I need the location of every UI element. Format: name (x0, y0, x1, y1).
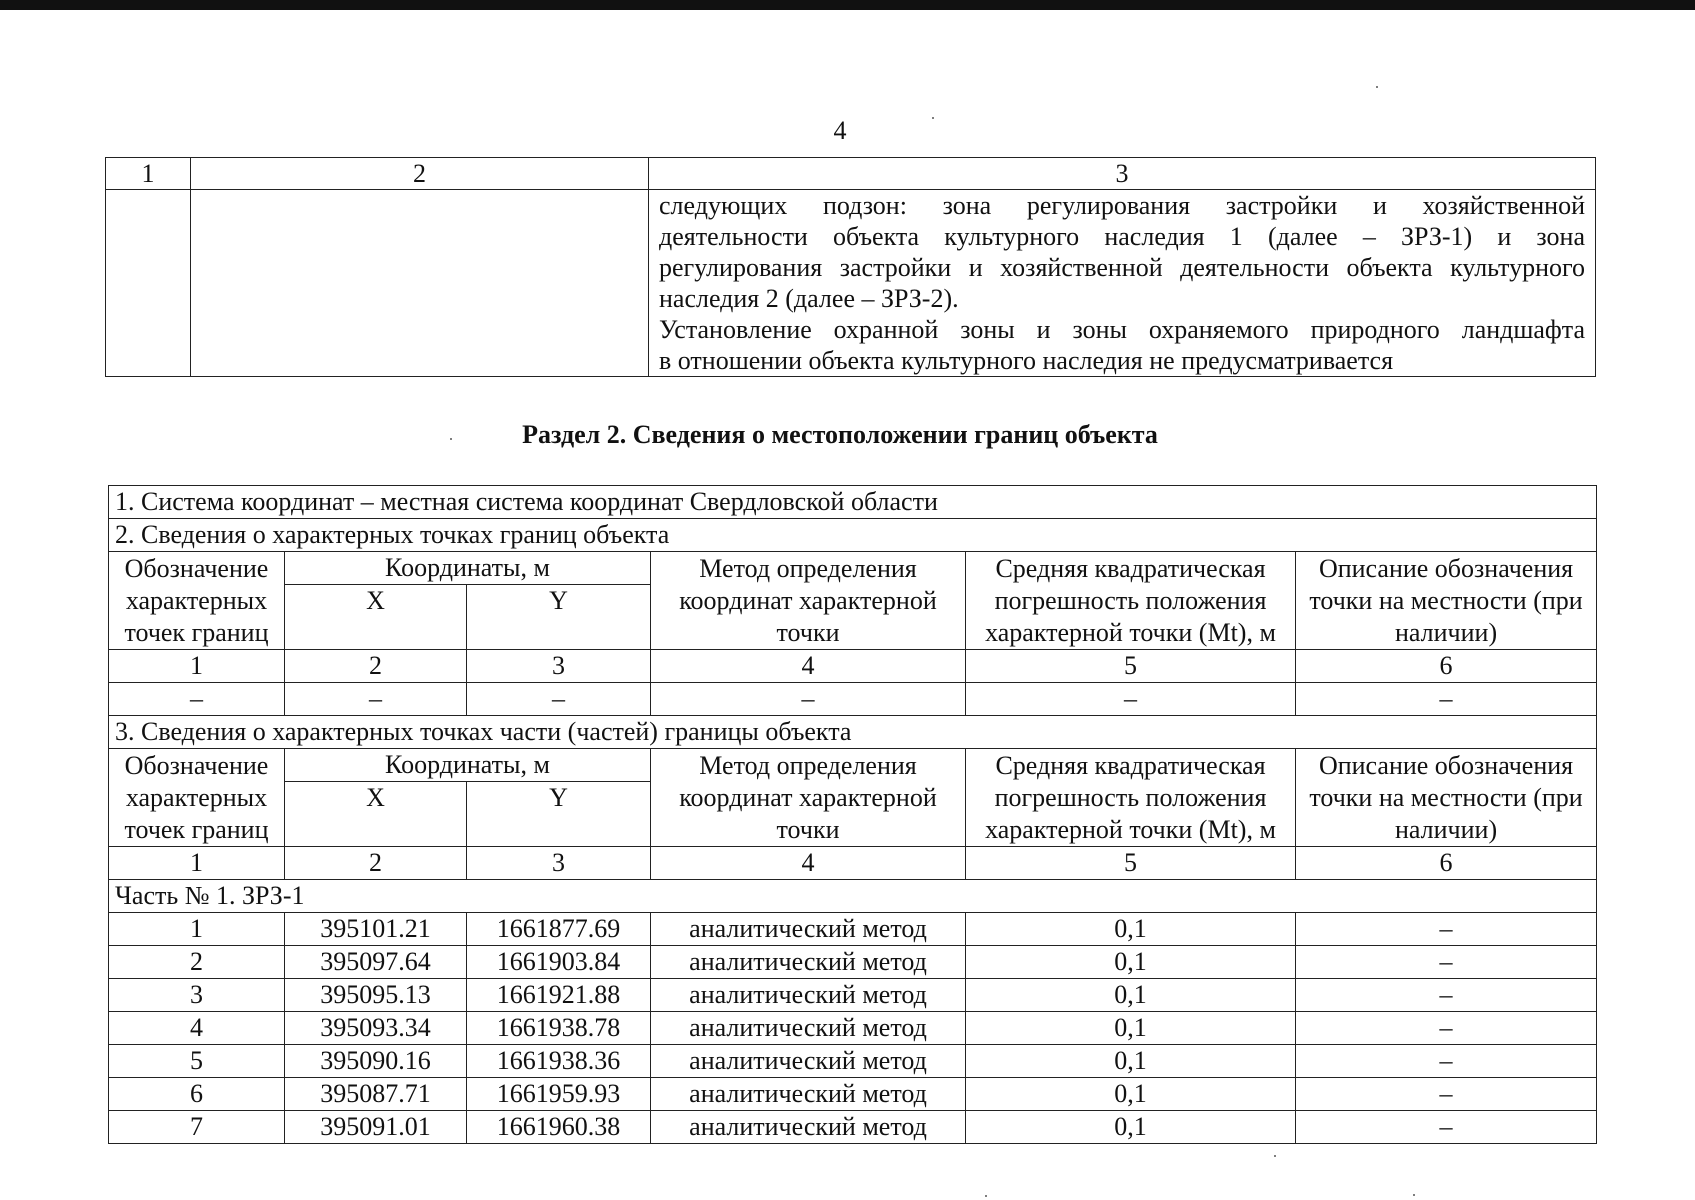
point-number: 2 (109, 946, 285, 979)
column-number: 6 (1296, 650, 1597, 683)
dash-cell: – (651, 683, 966, 716)
scan-speck (985, 1195, 987, 1197)
text-line: в отношении объекта культурного наследия не предусматривается (659, 346, 1394, 375)
column-number: 4 (651, 650, 966, 683)
point-x: 395095.13 (285, 979, 467, 1012)
table-row (109, 1078, 1597, 1111)
point-y: 1661959.93 (467, 1078, 651, 1111)
point-y: 1661877.69 (467, 913, 651, 946)
text-line: деятельности объекта культурного наследия 1 (далее – ЗРЗ-1) и зона (659, 222, 1585, 251)
column-number: 4 (651, 847, 966, 880)
dash-cell: – (1296, 683, 1597, 716)
dash-cell: – (966, 683, 1296, 716)
points-title-cell: 2. Сведения о характерных точках границ объекта (109, 519, 1597, 552)
point-description: – (1296, 1045, 1597, 1078)
column-number: 3 (467, 650, 651, 683)
point-method: аналитический метод (651, 1078, 966, 1111)
dash-cell: – (467, 683, 651, 716)
point-method: аналитический метод (651, 1045, 966, 1078)
point-x: 395090.16 (285, 1045, 467, 1078)
parts-column-numbers-row (109, 847, 1597, 880)
continuation-table-body-row (106, 190, 1596, 377)
point-description: – (1296, 913, 1597, 946)
point-number: 3 (109, 979, 285, 1012)
points-body (109, 913, 1597, 1144)
coord-system-cell: 1. Система координат – местная система координат Свердловской области (109, 486, 1597, 519)
column-number-3: 3 (649, 158, 1596, 190)
text-line: Установление охранной зоны и зоны охраняемого природного ландшафта (659, 315, 1585, 344)
table-row (109, 1111, 1597, 1144)
x-header: X (285, 585, 467, 650)
point-description: – (1296, 979, 1597, 1012)
point-method: аналитический метод (651, 913, 966, 946)
point-method: аналитический метод (651, 946, 966, 979)
points-title-row (109, 519, 1597, 552)
table-row (109, 1012, 1597, 1045)
scan-speck (1413, 1194, 1415, 1196)
description-header: Описание обозначения точки на местности (при наличии) (1296, 749, 1597, 847)
point-y: 1661938.78 (467, 1012, 651, 1045)
point-error: 0,1 (966, 1078, 1296, 1111)
boundary-points-table (108, 485, 1597, 1144)
point-x: 395091.01 (285, 1111, 467, 1144)
table-row (109, 1045, 1597, 1078)
empty-cell (191, 190, 649, 377)
table-row (109, 913, 1597, 946)
point-description: – (1296, 1111, 1597, 1144)
column-number: 6 (1296, 847, 1597, 880)
column-number: 2 (285, 650, 467, 683)
y-header: Y (467, 782, 651, 847)
point-method: аналитический метод (651, 1012, 966, 1045)
section-title: Раздел 2. Сведения о местоположении границ объекта (522, 420, 1158, 449)
point-error: 0,1 (966, 1111, 1296, 1144)
point-number: 7 (109, 1111, 285, 1144)
parts-title-row (109, 716, 1597, 749)
coordinates-header: Координаты, м (285, 552, 651, 585)
designation-header: Обозначение характерных точек границ (109, 552, 285, 650)
point-y: 1661903.84 (467, 946, 651, 979)
point-error: 0,1 (966, 913, 1296, 946)
method-header: Метод определения координат характерной точки (651, 552, 966, 650)
point-error: 0,1 (966, 1012, 1296, 1045)
point-number: 1 (109, 913, 285, 946)
column-numbers-row (109, 650, 1597, 683)
point-error: 0,1 (966, 946, 1296, 979)
column-number-1: 1 (106, 158, 191, 190)
text-line: регулирования застройки и хозяйственной деятельности объекта культурного (659, 253, 1585, 282)
method-header: Метод определения координат характерной точки (651, 749, 966, 847)
empty-data-row (109, 683, 1597, 716)
table-row (109, 979, 1597, 1012)
point-x: 395101.21 (285, 913, 467, 946)
page-number: 4 (833, 116, 847, 145)
column-number: 1 (109, 847, 285, 880)
point-x: 395093.34 (285, 1012, 467, 1045)
point-error: 0,1 (966, 1045, 1296, 1078)
column-number: 3 (467, 847, 651, 880)
point-number: 5 (109, 1045, 285, 1078)
y-header: Y (467, 585, 651, 650)
scan-speck (1376, 86, 1378, 88)
point-x: 395087.71 (285, 1078, 467, 1111)
error-header: Средняя квадратическая погрешность положения характерной точки (Mt), м (966, 749, 1296, 847)
parts-title-cell: 3. Сведения о характерных точках части (частей) границы объекта (109, 716, 1597, 749)
dash-cell: – (109, 683, 285, 716)
scan-speck (450, 438, 452, 440)
coord-system-row (109, 486, 1597, 519)
dash-cell: – (285, 683, 467, 716)
point-y: 1661938.36 (467, 1045, 651, 1078)
coordinates-header: Координаты, м (285, 749, 651, 782)
column-number: 1 (109, 650, 285, 683)
text-line: следующих подзон: зона регулирования застройки и хозяйственной (659, 191, 1585, 220)
continuation-table (105, 157, 1596, 377)
error-header: Средняя квадратическая погрешность положения характерной точки (Mt), м (966, 552, 1296, 650)
column-number-2: 2 (191, 158, 649, 190)
scan-speck (932, 117, 934, 119)
header-row (109, 552, 1597, 585)
point-method: аналитический метод (651, 979, 966, 1012)
x-header: X (285, 782, 467, 847)
point-error: 0,1 (966, 979, 1296, 1012)
point-y: 1661921.88 (467, 979, 651, 1012)
point-description: – (1296, 946, 1597, 979)
scan-top-edge (0, 0, 1695, 10)
description-header: Описание обозначения точки на местности (при наличии) (1296, 552, 1597, 650)
point-y: 1661960.38 (467, 1111, 651, 1144)
column-number: 2 (285, 847, 467, 880)
point-x: 395097.64 (285, 946, 467, 979)
empty-cell (106, 190, 191, 377)
point-number: 6 (109, 1078, 285, 1111)
designation-header: Обозначение характерных точек границ (109, 749, 285, 847)
column-number: 5 (966, 650, 1296, 683)
scan-speck (1274, 1155, 1276, 1157)
point-method: аналитический метод (651, 1111, 966, 1144)
text-line: наследия 2 (далее – ЗРЗ-2). (659, 284, 959, 313)
table-row (109, 946, 1597, 979)
point-description: – (1296, 1078, 1597, 1111)
part-label-row (109, 880, 1597, 913)
column-number: 5 (966, 847, 1296, 880)
continuation-table-header-row (106, 158, 1596, 190)
point-description: – (1296, 1012, 1597, 1045)
parts-header-row (109, 749, 1597, 782)
part-label-cell: Часть № 1. ЗРЗ-1 (109, 880, 1597, 913)
point-number: 4 (109, 1012, 285, 1045)
subzones-text-cell (649, 190, 1596, 377)
